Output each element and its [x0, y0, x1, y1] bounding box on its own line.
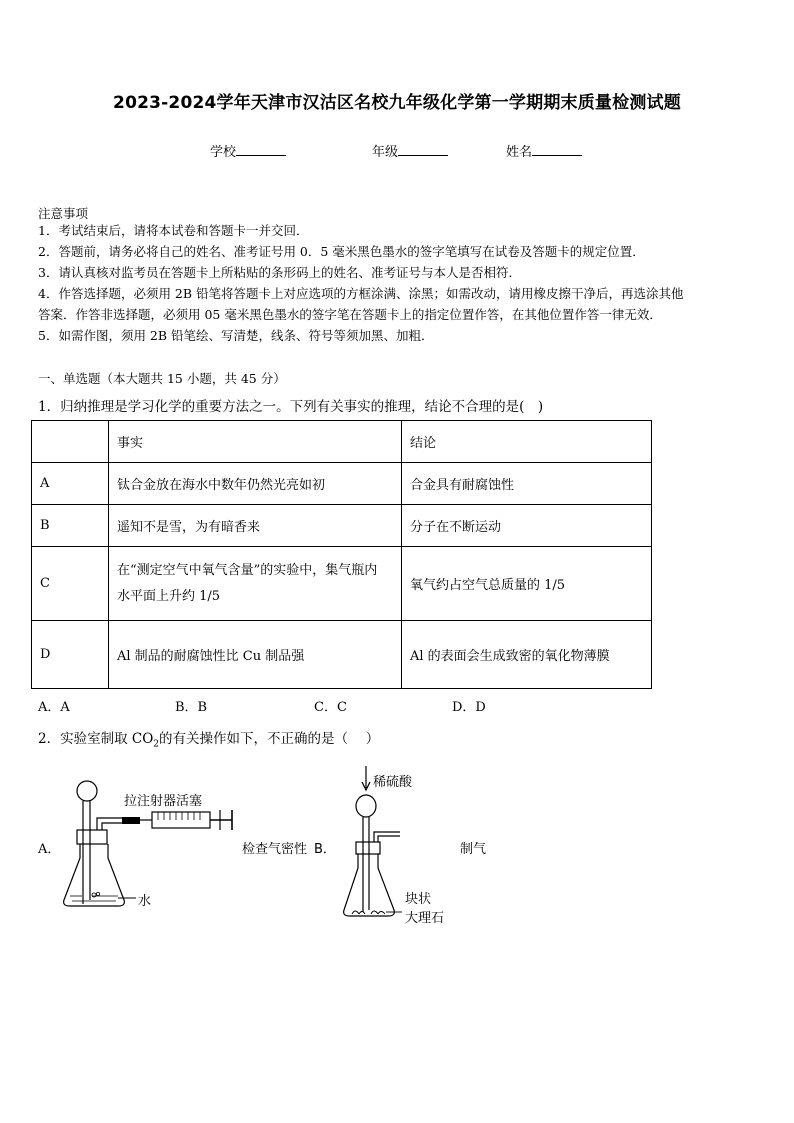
page-title: 2023-2024学年天津市汉沽区名校九年级化学第一学期期末质量检测试题 [113, 93, 681, 113]
notice-item: 5．如需作图，须用 2B 铅笔绘、写清楚，线条、符号等须加黑、加粗． [38, 328, 434, 343]
option-d[interactable]: D．D [452, 700, 486, 715]
row-fact-line: 在“测定空气中氧气含量”的实验中，集气瓶内 [117, 562, 378, 578]
solid-label-line2: 大理石 [405, 911, 445, 926]
syringe-barrel [152, 812, 210, 828]
rubber-stopper [77, 830, 107, 844]
solid-label-line1: 块状 [405, 892, 432, 907]
table-header-cell: 事实 [109, 421, 402, 463]
marble-chips-icon [352, 911, 385, 914]
question-2-stem-subscript: 2 [153, 739, 160, 750]
row-label: D [32, 621, 109, 689]
row-conclusion: Al 的表面会生成致密的氧化物薄膜 [402, 621, 652, 689]
table-row [32, 505, 652, 547]
option-a-letter[interactable]: A． [38, 842, 61, 857]
row-conclusion: 分子在不断运动 [402, 505, 652, 547]
row-conclusion: 氧气约占空气总质量的 1/5 [402, 547, 652, 621]
water-label: 水 [138, 894, 152, 909]
row-label: A [32, 463, 109, 505]
delivery-tube [102, 823, 122, 830]
school-blank[interactable] [236, 142, 286, 156]
notice-item: 2．答题前，请务必将自己的姓名、准考证号用 0．5 毫米黑色墨水的签字笔填写在试卷及答题卡的规定位置． [38, 244, 645, 259]
row-fact: 钛合金放在海水中数年仍然光亮如初 [109, 463, 402, 505]
syringe-label: 拉注射器活塞 [124, 794, 203, 809]
question-2-stem-suffix: 的有关操作如下，不正确的是（ ） [159, 731, 380, 747]
question-1-table [31, 420, 652, 689]
delivery-tube [378, 836, 400, 842]
row-fact: 遥知不是雪，为有暗香来 [109, 505, 402, 547]
delivery-tube [97, 818, 122, 830]
table-row [32, 547, 652, 621]
table-header-cell [32, 421, 109, 463]
question-2-stem-prefix: 2．实验室制取 CO [38, 731, 154, 747]
school-field [210, 141, 286, 160]
table-row [32, 621, 652, 689]
name-label: 姓名 [506, 145, 533, 160]
hose-connector [122, 817, 140, 824]
table-header-row [32, 421, 652, 463]
option-a-caption: 检查气密性 [242, 842, 308, 857]
table-header-cell: 结论 [402, 421, 652, 463]
grade-field [372, 141, 448, 160]
option-b[interactable]: B．B [175, 700, 208, 715]
section-heading: 一、单选题（本大题共 15 小题，共 45 分） [38, 371, 286, 386]
row-label: B [32, 505, 109, 547]
grade-label: 年级 [372, 145, 399, 160]
option-a[interactable]: A．A [38, 700, 70, 715]
long-neck-funnel-icon [356, 795, 376, 817]
notice-item: 3．请认真核对监考员在答题卡上所粘贴的条形码上的姓名、准考证号与本人是否相符． [38, 265, 521, 280]
grade-blank[interactable] [398, 142, 448, 156]
notice-heading: 注意事项 [38, 206, 89, 221]
funnel-bulb-icon [77, 781, 97, 801]
notice-item: 1．考试结束后，请将本试卷和答题卡一并交回． [38, 223, 309, 238]
bubble-icon [92, 893, 96, 897]
name-field [506, 141, 582, 160]
row-fact-line: 水平面上升约 1/5 [117, 588, 221, 604]
rubber-stopper [356, 842, 380, 854]
name-blank[interactable] [532, 142, 582, 156]
row-label: C [32, 547, 109, 621]
question-1-stem: 1．归纳推理是学习化学的重要方法之一。下列有关事实的推理，结论不合理的是( ) [38, 399, 544, 415]
row-fact [109, 547, 402, 621]
notice-item: 答案．作答非选择题，必须用 05 毫米黑色墨水的签字笔在答题卡上的指定位置作答，在其他位置作答一律无效． [38, 307, 662, 322]
row-conclusion: 合金具有耐腐蚀性 [402, 463, 652, 505]
acid-label: 稀硫酸 [373, 775, 413, 790]
option-b-letter[interactable]: B． [314, 842, 336, 857]
row-fact: Al 制品的耐腐蚀性比 Cu 制品强 [109, 621, 402, 689]
option-c[interactable]: C．C [314, 700, 347, 715]
school-label: 学校 [210, 145, 237, 160]
bubble-icon [96, 892, 99, 895]
syringe-scale [158, 812, 200, 820]
table-row [32, 463, 652, 505]
question-2-stem [38, 727, 379, 750]
notice-item: 4．作答选择题，必须用 2B 铅笔将答题卡上对应选项的方框涂满、涂黑；如需改动，请用橡皮擦干净后，再选涂其他 [38, 286, 684, 301]
option-b-caption: 制气 [460, 842, 487, 857]
